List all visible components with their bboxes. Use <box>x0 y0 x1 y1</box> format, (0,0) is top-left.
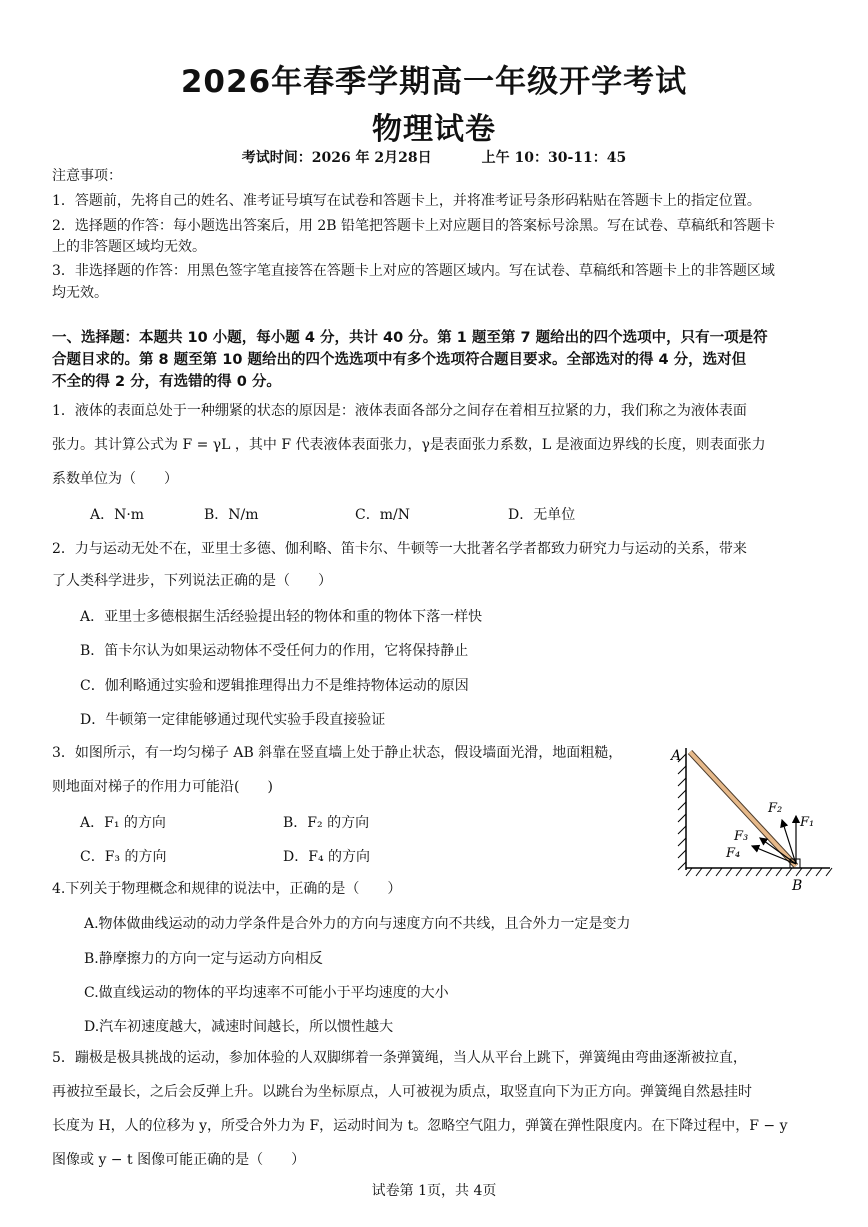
q1-line-2: 张力。其计算公式为 F = γL ，其中 F 代表液体表面张力，γ是表面张力系数，L 是液面边界线的长度，则表面张力 <box>52 437 766 453</box>
page-subtitle: 物理试卷 <box>372 112 496 147</box>
section1-line-1: 一、选择题：本题共 10 小题，每小题 4 分，共计 40 分。第 1 题至第 7 题给出的四个选项中，只有一项是符 <box>52 330 768 346</box>
q4-option-c: C.做直线运动的物体的平均速率不可能小于平均速度的大小 <box>84 985 449 1001</box>
q2-option-d: D．牛顿第一定律能够通过现代实验手段直接验证 <box>80 712 386 728</box>
exam-time <box>0 147 868 167</box>
page-title: 2026年春季学期高一年级开学考试 <box>180 64 688 100</box>
q3-option-b: B．F₂ 的方向 <box>283 815 370 831</box>
exam-hours: 上午 10：30-11：45 <box>481 150 627 166</box>
q2-line-1: 2．力与运动无处不在，亚里士多德、伽利略、笛卡尔、牛顿等一大批著名学者都致力研究力与运动的关系，带来 <box>52 541 747 557</box>
q3-line-1: 3．如图所示，有一均匀梯子 AB 斜靠在竖直墙上处于静止状态，假设墙面光滑，地面粗糙， <box>52 745 623 761</box>
note-1: 1．答题前，先将自己的姓名、准考证号填写在试卷和答题卡上，并将准考证号条形码粘贴在答题卡上的指定位置。 <box>52 193 761 209</box>
q4-line-1: 4.下列关于物理概念和规律的说法中，正确的是（ ） <box>52 881 402 897</box>
section1-line-2: 合题目求的。第 8 题至第 10 题给出的四个选选项中有多个选项符合题目要求。全部选对的得 4 分，选对但 <box>52 352 747 368</box>
note-3-line-2: 均无效。 <box>52 285 108 301</box>
q2-option-c: C．伽利略通过实验和逻辑推理得出力不是维持物体运动的原因 <box>80 678 469 694</box>
label-f2: F₂ <box>768 801 783 816</box>
label-f4: F₄ <box>726 846 741 861</box>
section1-line-3: 不全的得 2 分，有选错的得 0 分。 <box>52 374 281 390</box>
q2-option-b: B．笛卡尔认为如果运动物体不受任何力的作用，它将保持静止 <box>80 643 469 659</box>
q4-option-a: A.物体做曲线运动的动力学条件是合外力的方向与速度方向不共线，且合外力一定是变力 <box>84 916 631 932</box>
q4-option-b: B.静摩擦力的方向一定与运动方向相反 <box>84 951 323 967</box>
note-3-line-1: 3．非选择题的作答：用黑色签字笔直接答在答题卡上对应的答题区域内。写在试卷、草稿纸和答题卡上的非答题区域 <box>52 263 775 279</box>
q5-line-1: 5．蹦极是极具挑战的运动，参加体验的人双脚绑着一条弹簧绳，当人从平台上跳下，弹簧绳由弯曲逐渐被拉直， <box>52 1050 747 1066</box>
q2-line-2: 了人类科学进步，下列说法正确的是（ ） <box>52 573 332 589</box>
q3-option-d: D．F₄ 的方向 <box>283 849 371 865</box>
page-footer: 试卷第 1页，共 4页 <box>371 1183 497 1199</box>
q5-line-4: 图像或 y − t 图像可能正确的是（ ） <box>52 1152 306 1168</box>
wall-hatching <box>678 754 686 870</box>
q5-line-3: 长度为 H，人的位移为 y，所受合外力为 F，运动时间为 t。忽略空气阻力，弹簧在弹性限度内。在下降过程中，F − y <box>52 1118 788 1134</box>
label-a: A <box>671 748 682 764</box>
q3-line-2: 则地面对梯子的作用力可能沿( ) <box>52 779 273 795</box>
note-2-line-1: 2．选择题的作答：每小题选出答案后，用 2B 铅笔把答题卡上对应题目的答案标号涂黑。写在试卷、草稿纸和答题卡 <box>52 218 775 234</box>
q2-option-a: A．亚里士多德根据生活经验提出轻的物体和重的物体下落一样快 <box>80 609 483 625</box>
label-f1: F₁ <box>800 815 815 830</box>
ladder-figure <box>668 740 838 895</box>
q1-option-a: A．N·m <box>90 507 145 523</box>
label-f3: F₃ <box>734 829 749 844</box>
q3-option-a: A．F₁ 的方向 <box>80 815 166 831</box>
q1-option-c: C．m/N <box>355 507 410 523</box>
ground-hatching <box>686 868 832 876</box>
q1-option-d: D．无单位 <box>508 507 576 523</box>
label-b: B <box>792 878 803 894</box>
q5-line-2: 再被拉至最长，之后会反弹上升。以跳台为坐标原点，人可被视为质点，取竖直向下为正方向。弹簧绳自然悬挂时 <box>52 1084 752 1100</box>
q3-option-c: C．F₃ 的方向 <box>80 849 167 865</box>
q1-option-b: B．N/m <box>204 507 259 523</box>
q4-option-d: D.汽车初速度越大，减速时间越长，所以惯性越大 <box>84 1019 394 1035</box>
exam-date: 考试时间：2026 年 2月28日 <box>241 150 432 166</box>
q1-line-1: 1．液体的表面总处于一种绷紧的状态的原因是：液体表面各部分之间存在着相互拉紧的力，我们称之为液体表面 <box>52 403 747 419</box>
note-2-line-2: 上的非答题区域均无效。 <box>52 239 206 255</box>
q1-line-3: 系数单位为（ ） <box>52 471 178 487</box>
notes-heading: 注意事项： <box>52 168 122 184</box>
